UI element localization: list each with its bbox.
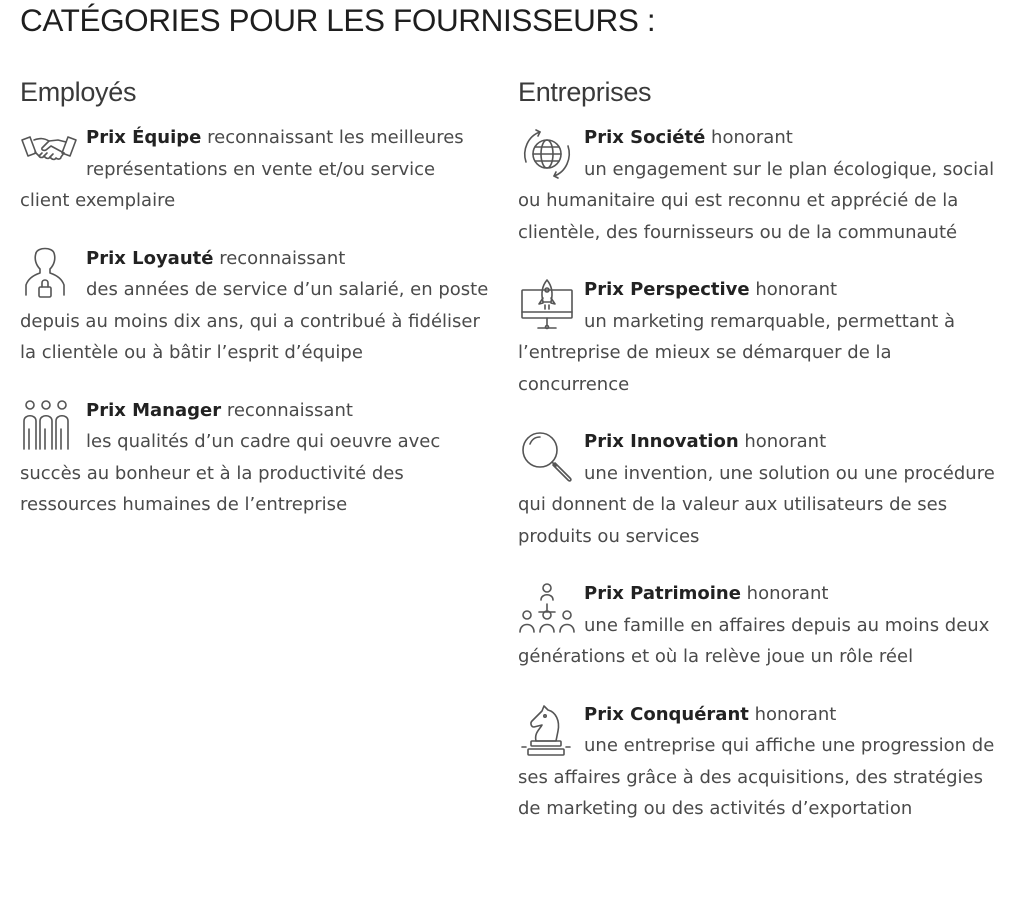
globe-icon: [518, 126, 576, 182]
award-perspective-body: un marketing remarquable, permettant à l’entreprise de mieux se démarquer de la concurrence: [518, 310, 956, 395]
award-innovation-body: une invention, une solution ou une procédure qui donnent de la valeur aux utilisateurs de ses produits ou services: [518, 462, 995, 547]
family-tree-icon: [518, 582, 576, 638]
award-equipe-lead: reconnaissant les meilleures représentations en vente et/ou service client exemplaire: [20, 127, 464, 211]
award-perspective-lead: honorant: [755, 279, 838, 300]
companies-heading: Entreprises: [518, 77, 652, 107]
team-icon: [20, 399, 78, 455]
companies-column: [518, 74, 1008, 825]
award-manager: [20, 395, 490, 521]
award-conquerant-name: Prix Conquérant: [584, 703, 749, 725]
award-societe-name: Prix Société: [584, 127, 706, 148]
award-loyaute-body: des années de service d’un salarié, en poste depuis au moins dix ans, qui a contribué à fidéliser la clientèle ou à bâtir l’esprit d’équipe: [20, 279, 489, 363]
rocket-monitor-icon: [518, 278, 576, 334]
award-loyaute-lead: reconnaissant: [219, 247, 346, 269]
award-conquerant: [518, 699, 1008, 825]
award-innovation: [518, 426, 1008, 552]
award-societe: [518, 122, 1008, 248]
employees-heading: Employés: [20, 77, 137, 107]
award-innovation-lead: honorant: [744, 431, 827, 452]
award-equipe: [20, 122, 490, 217]
handshake-icon: [20, 126, 78, 182]
award-patrimoine: [518, 578, 1008, 673]
award-loyaute: [20, 243, 490, 369]
award-equipe-name: Prix Équipe: [86, 127, 202, 148]
award-conquerant-lead: honorant: [754, 703, 837, 725]
award-manager-name: Prix Manager: [86, 399, 222, 421]
magnifier-icon: [518, 430, 576, 486]
person-lock-icon: [20, 247, 78, 303]
page-title: CATÉGORIES POUR LES FOURNISSEURS :: [20, 2, 656, 38]
award-manager-lead: reconnaissant: [226, 399, 353, 421]
chess-knight-icon: [518, 703, 576, 759]
award-societe-lead: honorant: [711, 127, 793, 148]
award-patrimoine-body: une famille en affaires depuis au moins deux générations et où la relève joue un rôle réel: [518, 614, 990, 667]
award-manager-body: les qualités d’un cadre qui oeuvre avec succès au bonheur et à la productivité des ressources humaines de l’entreprise: [20, 431, 441, 515]
award-perspective: [518, 274, 1008, 400]
employees-column: [20, 74, 490, 521]
award-patrimoine-name: Prix Patrimoine: [584, 583, 741, 604]
award-patrimoine-lead: honorant: [746, 583, 829, 604]
award-societe-body: un engagement sur le plan écologique, social ou humanitaire qui est reconnu et apprécié de la clientèle, des fournisseurs ou de la communauté: [518, 158, 995, 243]
award-loyaute-name: Prix Loyauté: [86, 247, 214, 269]
award-perspective-name: Prix Perspective: [584, 279, 750, 300]
award-conquerant-body: une entreprise qui affiche une progression de ses affaires grâce à des acquisitions, des stratégies de marketing ou des activités d’exportation: [518, 735, 995, 819]
award-innovation-name: Prix Innovation: [584, 431, 739, 452]
